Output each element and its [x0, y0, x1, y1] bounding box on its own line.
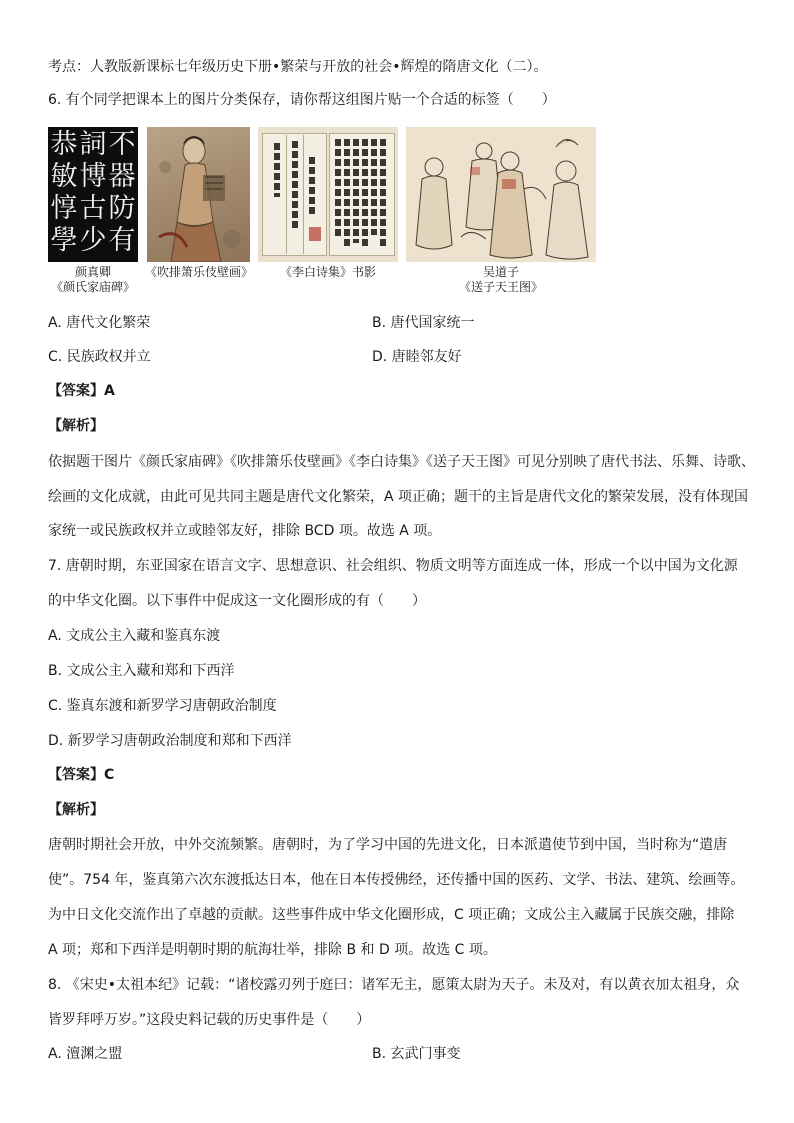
question-8-stem-line: 8. 《宋史•太祖本纪》记载：“诸校露刃列于庭曰：诸军无主，愿策太尉为天子。未及对，有以黄衣加太祖身，众 [48, 977, 740, 993]
caption-title: 《李白诗集》书影 [279, 265, 376, 279]
question-7-option-a: A. 文成公主入藏和鉴真东渡 [48, 628, 221, 644]
calligraphy-rubbing-image [48, 127, 138, 262]
question-6-image-row [48, 127, 754, 297]
question-6-analysis-label: 【解析】 [48, 418, 104, 434]
rubbing-char: 防 [108, 193, 136, 224]
seal-stamp-icon [309, 227, 321, 241]
question-6-analysis-line: 家统一或民族政权并立或睦邻友好，排除 BCD 项。故选 A 项。 [48, 523, 442, 539]
caption-title: 《吹排箫乐伎壁画》 [144, 265, 253, 279]
rubbing-char: 不 [108, 129, 136, 160]
question-7-option-d: D. 新罗学习唐朝政治制度和郑和下西洋 [48, 733, 292, 749]
rubbing-char: 器 [108, 161, 136, 192]
question-6-option-c: C. 民族政权并立 [48, 349, 151, 365]
question-8-option-a: A. 澶渊之盟 [48, 1046, 123, 1062]
question-6-answer: 【答案】A [48, 383, 115, 399]
rubbing-char: 惇 [50, 193, 78, 224]
figures-painting-icon [406, 127, 596, 262]
question-6-analysis-line: 绘画的文化成就，由此可见共同主题是唐代文化繁荣，A 项正确；题干的主旨是唐代文化的繁荣发展，没有体现国 [48, 489, 749, 505]
image-2-caption [140, 265, 258, 280]
question-7-analysis-line: 为中日文化交流作出了卓越的贡献。这些事件成中华文化圈形成，C 项正确；文成公主入藏属于民族交融，排除 [48, 907, 735, 923]
question-7-stem-line: 的中华文化圈。以下事件中促成这一文化圈形成的有（ ） [48, 593, 426, 609]
question-7-analysis-line: 唐朝时期社会开放，中外交流频繁。唐朝时，为了学习中国的先进文化，日本派遣使节到中国，当时称为“遣唐 [48, 837, 728, 853]
mural-image [147, 127, 250, 262]
caption-title: 《送子天王图》 [458, 280, 543, 294]
question-6-option-a: A. 唐代文化繁荣 [48, 315, 151, 331]
question-7-option-c: C. 鉴真东渡和新罗学习唐朝政治制度 [48, 698, 277, 714]
rubbing-char: 敏 [50, 161, 78, 192]
caption-title: 《颜氏家庙碑》 [50, 280, 135, 294]
rubbing-char: 詞 [79, 129, 107, 160]
rubbing-char: 有 [108, 225, 136, 256]
question-7-analysis-label: 【解析】 [48, 802, 104, 818]
question-6-stem: 6. 有个同学把课本上的图片分类保存，请你帮这组图片贴一个合适的标签（ ） [48, 92, 556, 108]
question-6-option-d: D. 唐睦邻友好 [372, 349, 462, 365]
image-3-caption [266, 265, 390, 280]
caption-author: 吴道子 [482, 265, 519, 279]
rubbing-char: 學 [50, 225, 78, 256]
question-8-stem-line: 皆罗拜呼万岁。”这段史料记载的历史事件是（ ） [48, 1012, 371, 1028]
musician-figure-icon [147, 127, 250, 262]
rubbing-char: 少 [79, 225, 107, 256]
book-image [258, 127, 398, 262]
image-4-caption [441, 265, 561, 295]
question-7-analysis-line: A 项；郑和下西洋是明朝时期的航海壮举，排除 B 和 D 项。故选 C 项。 [48, 942, 497, 958]
image-1-caption [43, 265, 143, 295]
painting-image [406, 127, 596, 262]
exam-point-note: 考点：人教版新课标七年级历史下册•繁荣与开放的社会•辉煌的隋唐文化（二）。 [48, 59, 548, 75]
question-7-option-b: B. 文成公主入藏和郑和下西洋 [48, 663, 235, 679]
question-8-option-b: B. 玄武门事变 [372, 1046, 461, 1062]
question-7-answer: 【答案】C [48, 767, 115, 783]
question-6-analysis-line: 依据题干图片《颜氏家庙碑》《吹排箫乐伎壁画》《李白诗集》《送子天王图》可见分别映了唐代书法、乐舞、诗歌、 [48, 454, 755, 470]
question-6-option-b: B. 唐代国家统一 [372, 315, 475, 331]
caption-author: 颜真卿 [74, 265, 111, 279]
question-7-analysis-line: 使”。754 年，鉴真第六次东渡抵达日本，他在日本传授佛经，还传播中国的医药、文学、书法、建筑、绘画等。 [48, 872, 745, 888]
question-7-stem-line: 7. 唐朝时期，东亚国家在语言文字、思想意识、社会组织、物质文明等方面连成一体，形成一个以中国为文化源 [48, 558, 738, 574]
rubbing-char: 博 [79, 161, 107, 192]
rubbing-char: 古 [79, 193, 107, 224]
rubbing-char: 恭 [50, 129, 78, 160]
